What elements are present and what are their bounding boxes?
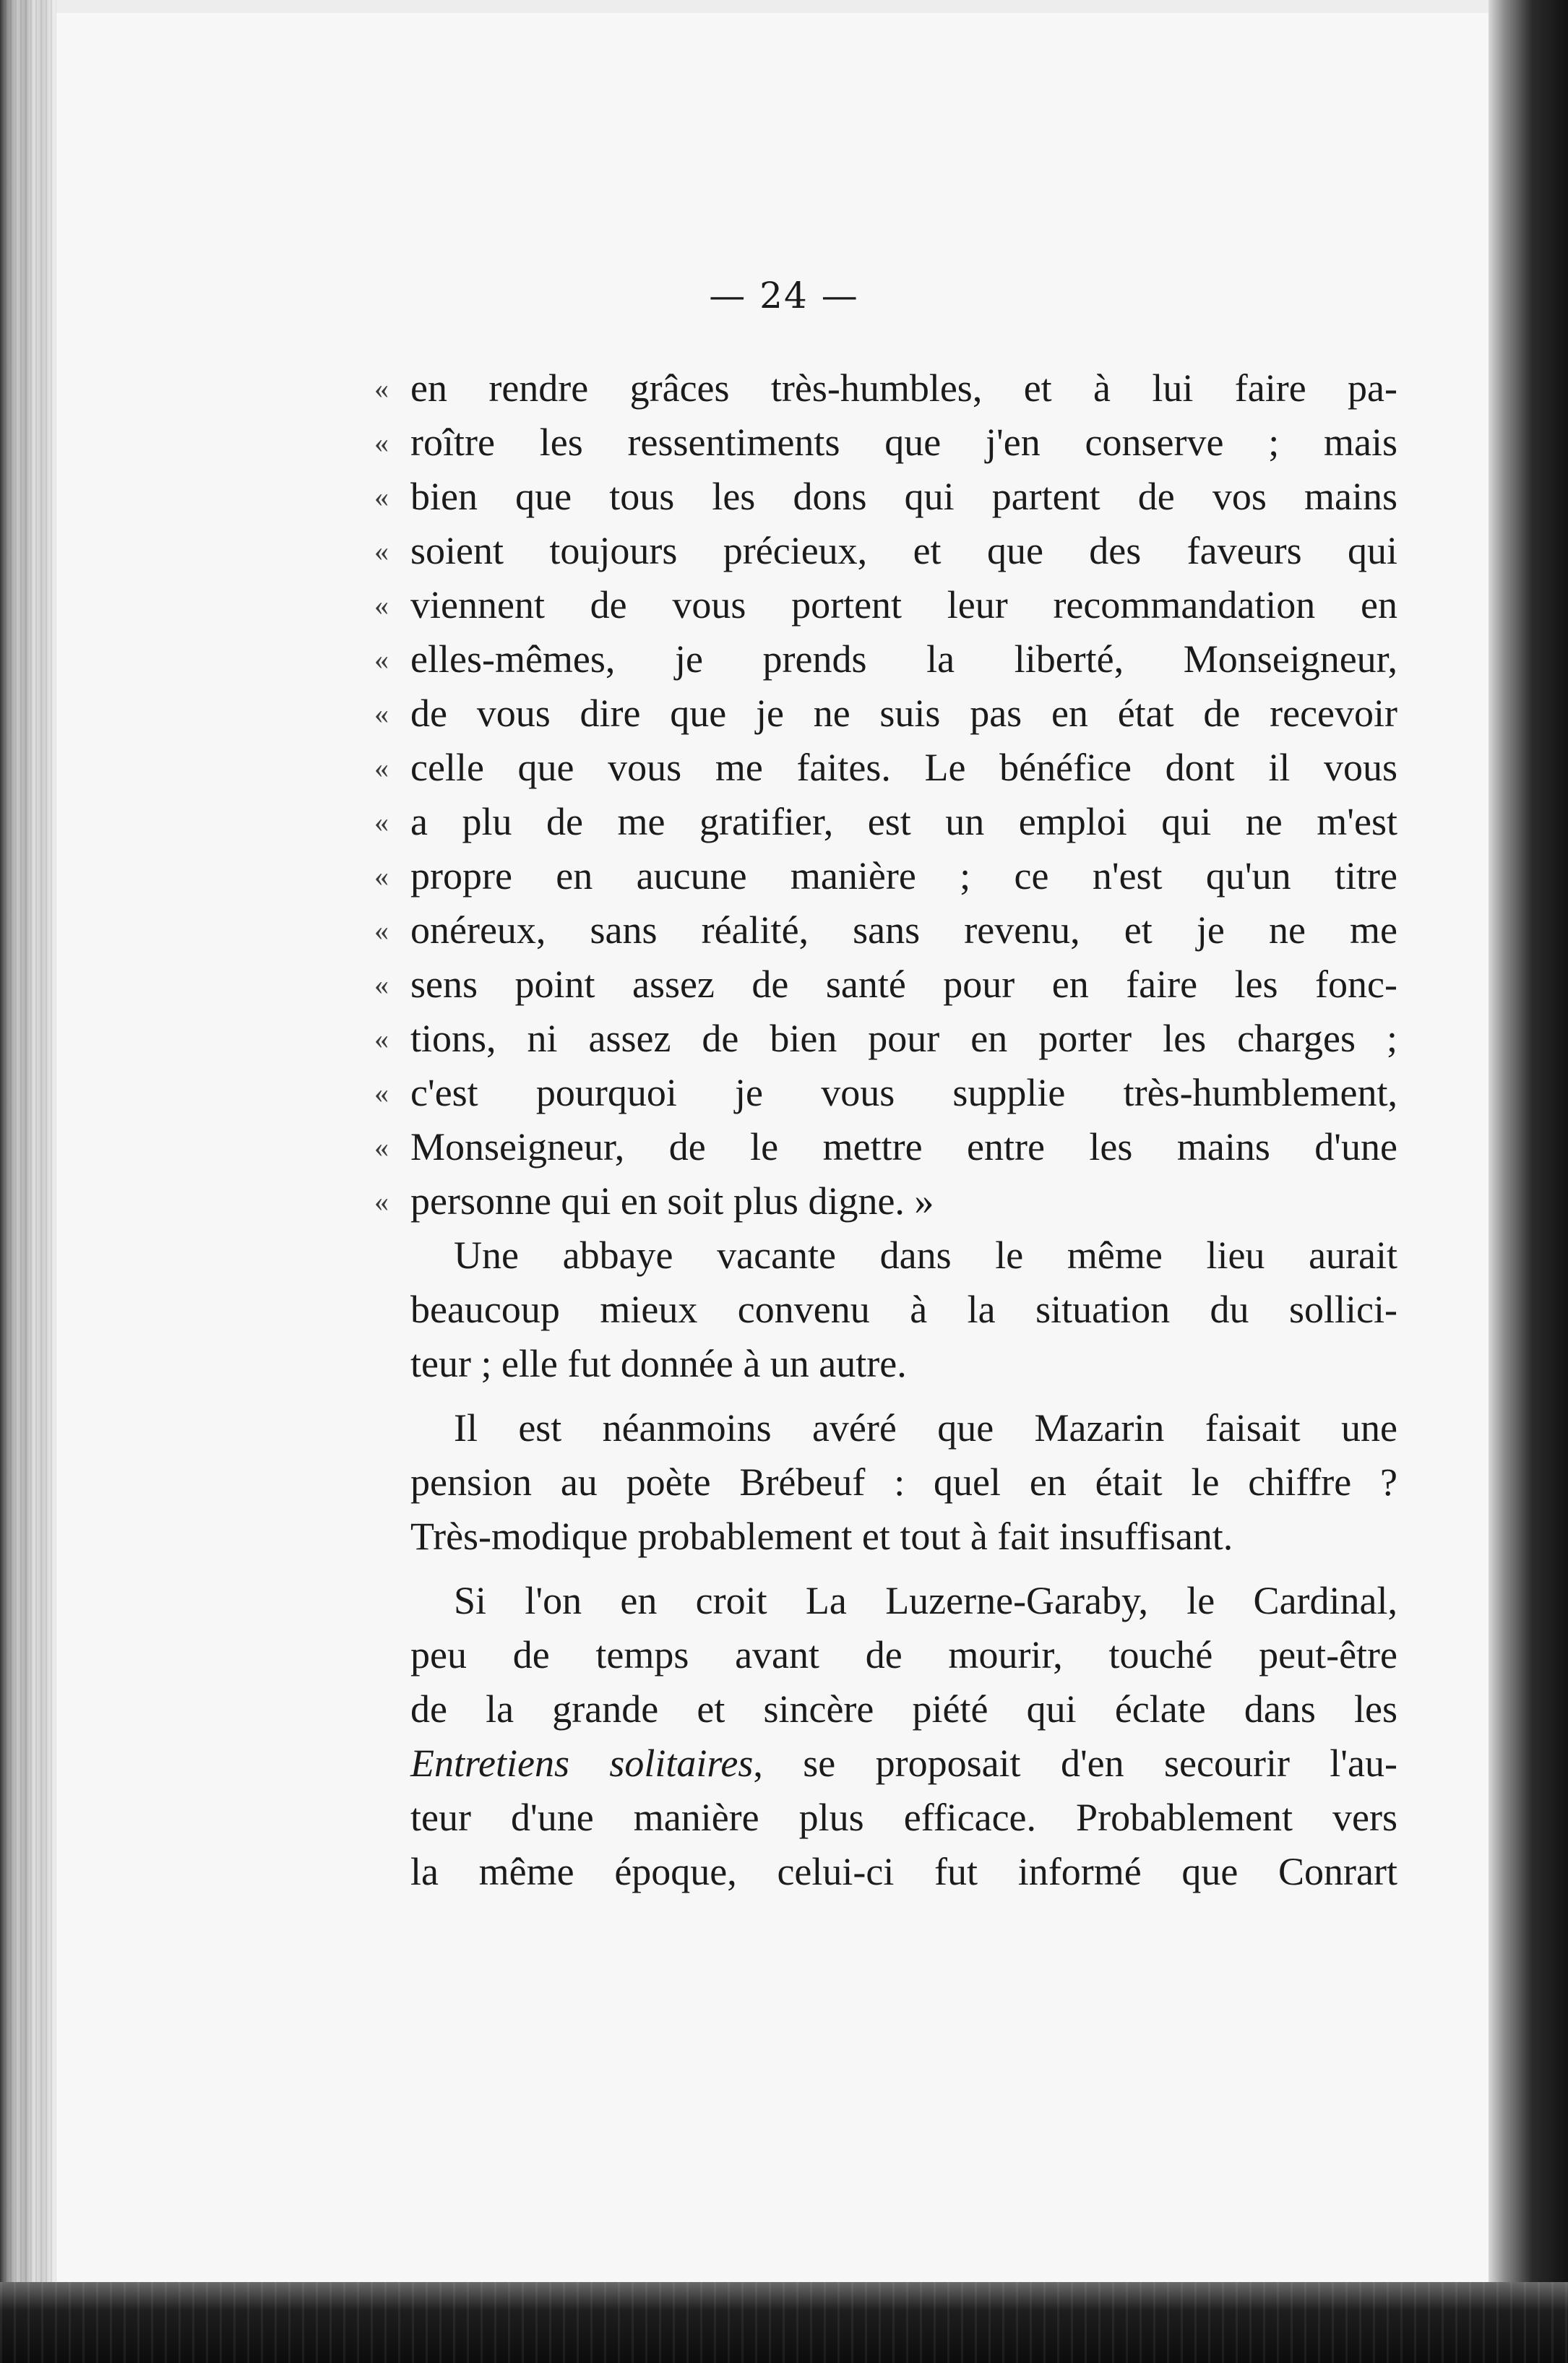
- page-bottom-edge: [0, 2282, 1568, 2363]
- quote-mark: «: [374, 643, 389, 676]
- paragraph-3-line: teur d'une manière plus efficace. Probablement vers: [410, 1796, 1397, 1839]
- quote-mark: «: [374, 968, 389, 1001]
- quoted-line: « onéreux, sans réalité, sans revenu, et je ne me: [410, 903, 1397, 957]
- quoted-line: « a plu de me gratifier, est un emploi qui ne m'est: [410, 795, 1397, 849]
- quoted-line: « bien que tous les dons qui partent de vos mains: [410, 470, 1397, 524]
- quote-mark: «: [374, 914, 389, 947]
- quote-mark: «: [374, 1077, 389, 1109]
- quote-mark: «: [374, 481, 389, 513]
- book-gutter-edge: [0, 0, 56, 2363]
- quoted-line: « sens point assez de santé pour en faire les fonc-: [410, 957, 1397, 1012]
- quoted-line: « en rendre grâces très-humbles, et à lui faire pa-: [410, 361, 1397, 416]
- quoted-line: « propre en aucune manière ; ce n'est qu'un titre: [410, 849, 1397, 903]
- paragraph-3-line: Entretiens solitaires, se proposait d'en secourir l'au-: [410, 1742, 1397, 1785]
- quoted-line: « personne qui en soit plus digne. »: [410, 1174, 1397, 1228]
- page-right-edge: [1489, 0, 1568, 2363]
- quote-mark: «: [374, 535, 389, 567]
- quoted-line: « c'est pourquoi je vous supplie très-humblement,: [410, 1066, 1397, 1120]
- quote-mark: «: [374, 372, 389, 405]
- paragraph-2-line: Il est néanmoins avéré que Mazarin faisait une: [454, 1406, 1397, 1450]
- quote-mark: «: [374, 589, 389, 621]
- paragraph-2-line: pension au poète Brébeuf : quel en était le chiffre ?: [410, 1460, 1397, 1504]
- page-text-block: [374, 361, 1397, 1899]
- paragraph-3-line: Si l'on en croit La Luzerne-Garaby, le Cardinal,: [454, 1579, 1397, 1622]
- quoted-line: « Monseigneur, de le mettre entre les mains d'une: [410, 1120, 1397, 1174]
- quote-mark: «: [374, 806, 389, 838]
- quoted-line: « celle que vous me faites. Le bénéfice dont il vous: [410, 741, 1397, 795]
- paragraph-3-line: peu de temps avant de mourir, touché peut-être: [410, 1633, 1397, 1677]
- quote-mark: «: [374, 426, 389, 459]
- paragraph-1-line: Une abbaye vacante dans le même lieu aurait: [454, 1234, 1397, 1277]
- quote-mark: «: [374, 1185, 389, 1218]
- page-number: — 24 —: [709, 275, 859, 317]
- quoted-line: « elles-mêmes, je prends la liberté, Monseigneur,: [410, 632, 1397, 686]
- quote-mark: «: [374, 1131, 389, 1163]
- paragraph-1-line: teur ; elle fut donnée à un autre.: [410, 1342, 907, 1385]
- quote-mark: «: [374, 860, 389, 892]
- paragraph-2-line: Très-modique probablement et tout à fait insuffisant.: [410, 1515, 1233, 1558]
- quote-mark: «: [374, 697, 389, 730]
- quote-mark: «: [374, 1023, 389, 1055]
- paragraph-1-line: beaucoup mieux convenu à la situation du sollici-: [410, 1288, 1397, 1331]
- quote-mark: «: [374, 752, 389, 784]
- quoted-line: « soient toujours précieux, et que des faveurs qui: [410, 524, 1397, 578]
- quoted-line: « tions, ni assez de bien pour en porter les charges ;: [410, 1012, 1397, 1066]
- quoted-line: « viennent de vous portent leur recommandation en: [410, 578, 1397, 632]
- quoted-line: « roître les ressentiments que j'en conserve ; mais: [410, 416, 1397, 470]
- paragraph-3-line: la même époque, celui-ci fut informé que Conrart: [410, 1850, 1397, 1893]
- quoted-line: « de vous dire que je ne suis pas en état de recevoir: [410, 686, 1397, 741]
- book-title-italic: Entretiens solitaires: [410, 1742, 754, 1785]
- paragraph-3-line: de la grande et sincère piété qui éclate dans les: [410, 1687, 1397, 1731]
